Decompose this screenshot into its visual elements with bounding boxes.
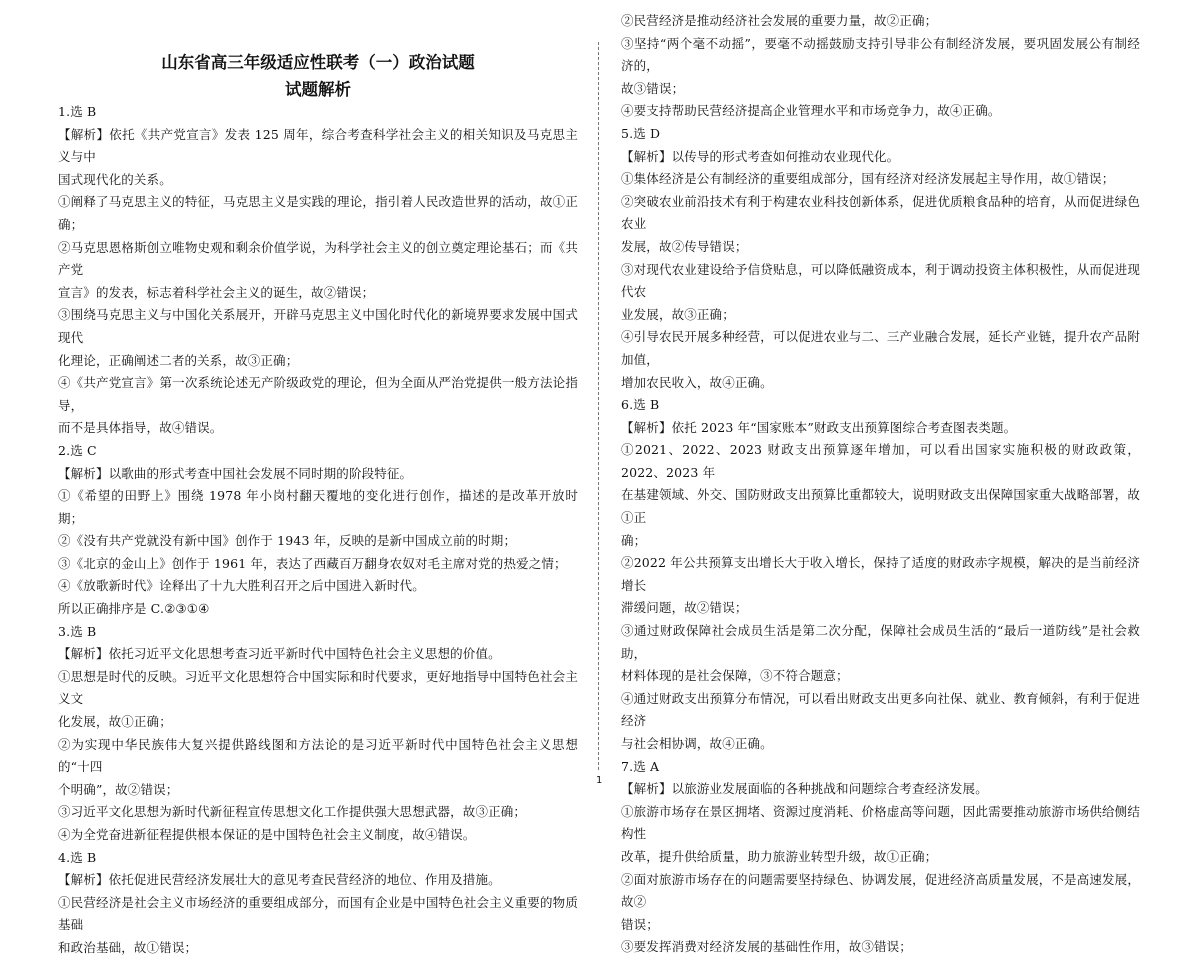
text-line: 滞缓问题，故②错误；: [621, 600, 748, 616]
text-line: ②突破农业前沿技术有利于构建农业科技创新体系，促进优质粮食品种的培育，从而促进绿色农业: [621, 193, 1140, 232]
left-column: [58, 101, 578, 955]
text-line: ①旅游市场存在景区拥堵、资源过度消耗、价格虚高等问题，因此需要推动旅游市场供给侧结构性: [621, 803, 1140, 842]
text-line: ③《北京的金山上》创作于 1961 年，表达了西藏百万翻身农奴对毛主席对党的热爱之情；: [58, 555, 567, 571]
text-line: 材料体现的是社会保障，③不符合题意；: [621, 668, 849, 684]
text-line: 增加农民收入，故④正确。: [621, 374, 773, 390]
text-line: ①集体经济是公有制经济的重要组成部分，国有经济对经济发展起主导作用，故①错误；: [621, 171, 1115, 187]
text-line: 【解析】依托促进民营经济发展壮大的意见考查民营经济的地位、作用及措施。: [58, 872, 501, 888]
text-line: ①《希望的田野上》围绕 1978 年小岗村翻天覆地的变化进行创作，描述的是改革开放时期；: [58, 488, 578, 526]
text-line: ③围绕马克思主义与中国化关系展开，开辟马克思主义中国化时代化的新境界要求发展中国式现代: [58, 307, 578, 345]
text-line: ③通过财政保障社会成员生活是第二次分配，保障社会成员生活的“最后一道防线”是社会救助，: [621, 623, 1140, 661]
text-line: 改革，提升供给质量，助力旅游业转型升级，故①正确；: [621, 848, 938, 864]
text-line: ④引导农民开展多种经营，可以促进农业与二、三产业融合发展，延长产业链，提升农产品附加值，: [621, 329, 1140, 367]
column-divider: [598, 42, 599, 770]
text-line: ④为全党奋进新征程提供根本保证的是中国特色社会主义制度，故④错误。: [58, 827, 476, 842]
text-line: 2.选 C: [58, 442, 97, 458]
text-line: ②为实现中华民族伟大复兴提供路线图和方法论的是习近平新时代中国特色社会主义思想的“十四: [58, 736, 578, 775]
text-line: 【解析】依托习近平文化思想考查习近平新时代中国特色社会主义思想的价值。: [58, 646, 501, 662]
text-line: ②《没有共产党就没有新中国》创作于 1943 年，反映的是新中国成立前的时期；: [58, 533, 517, 549]
text-line: 4.选 B: [58, 849, 97, 865]
text-line: 化理论，正确阐述二者的关系，故③正确；: [58, 352, 299, 368]
text-line: 所以正确排序是 C.②③①④: [58, 601, 210, 617]
text-line: 发展，故②传导错误；: [621, 238, 748, 254]
text-line: 国式现代化的关系。: [58, 171, 172, 187]
text-line: 个明确”，故②错误；: [58, 781, 179, 797]
text-line: ①民营经济是社会主义市场经济的重要组成部分，而国有企业是中国特色社会主义重要的物质基础: [58, 894, 578, 933]
text-line: 与社会相协调，故④正确。: [621, 736, 773, 751]
text-line: ③习近平文化思想为新时代新征程宣传思想文化工作提供强大思想武器，故③正确；: [58, 804, 527, 820]
text-line: ④《放歌新时代》诠释出了十九大胜利召开之后中国进入新时代。: [58, 578, 425, 594]
text-line: 【解析】依托 2023 年“国家账本”财政支出预算图综合考查图表类题。: [621, 419, 1017, 435]
page-number: 1: [596, 775, 603, 786]
text-line: 故③错误；: [621, 80, 685, 96]
text-line: 1.选 B: [58, 104, 97, 119]
text-line: 宣言》的发表，标志着科学社会主义的诞生，故②错误；: [58, 284, 375, 300]
text-line: 【解析】以旅游业发展面临的各种挑战和问题综合考查经济发展。: [621, 781, 988, 797]
text-line: ②民营经济是推动经济社会发展的重要力量，故②正确；: [621, 13, 938, 28]
text-line: 而不是具体指导，故④错误。: [58, 420, 223, 436]
text-line: 错误；: [621, 916, 659, 932]
text-line: ①思想是时代的反映。习近平文化思想符合中国实际和时代要求，更好地指导中国特色社会主义文: [58, 668, 578, 707]
text-line: 6.选 B: [621, 397, 660, 413]
text-line: 确；: [621, 532, 647, 548]
text-line: 【解析】以传导的形式考查如何推动农业现代化。: [621, 148, 900, 164]
text-line: ②面对旅游市场存在的问题需要坚持绿色、协调发展，促进经济高质量发展，不是高速发展，故②: [621, 871, 1140, 910]
right-column: [621, 10, 1140, 955]
text-line: 【解析】依托《共产党宣言》发表 125 周年，综合考查科学社会主义的相关知识及马克思主义与中: [58, 126, 578, 165]
text-line: 和政治基础，故①错误；: [58, 939, 198, 955]
text-line: 业发展，故③正确；: [621, 306, 735, 322]
text-line: ③对现代农业建设给予信贷贴息，可以降低融资成本，利于调动投资主体积极性，从而促进现代农: [621, 261, 1140, 300]
text-line: ④通过财政支出预算分布情况，可以看出财政支出更多向社保、就业、教育倾斜，有利于促进经济: [621, 690, 1140, 729]
text-line: ④《共产党宣言》第一次系统论述无产阶级政党的理论，但为全面从严治党提供一般方法论指导，: [58, 375, 578, 413]
text-line: ④要支持帮助民营经济提高企业管理水平和市场竞争力，故④正确。: [621, 103, 1001, 119]
text-line: ①阐释了马克思主义的特征，马克思主义是实践的理论，指引着人民改造世界的活动，故①正确；: [58, 194, 578, 232]
text-line: ①2021、2022、2023 财政支出预算逐年增加，可以看出国家实施积极的财政政策，2022、2023 年: [621, 442, 1140, 480]
document-title: 山东省高三年级适应性联考（一）政治试题: [161, 53, 475, 72]
text-line: 5.选 D: [621, 125, 661, 141]
text-line: 7.选 A: [621, 758, 660, 774]
text-line: ②马克思恩格斯创立唯物史观和剩余价值学说，为科学社会主义的创立奠定理论基石；而《共产党: [58, 239, 578, 278]
text-line: 在基建领域、外交、国防财政支出预算比重都较大，说明财政支出保障国家重大战略部署，故①正: [621, 487, 1140, 526]
text-line: 3.选 B: [58, 623, 97, 639]
document-subtitle: 试题解析: [285, 80, 351, 99]
text-line: ②2022 年公共预算支出增长大于收入增长，保持了适度的财政赤字规模，解决的是当前经济增长: [621, 555, 1140, 593]
text-line: ③坚持“两个毫不动摇”，要毫不动摇鼓励支持引导非公有制经济发展，要巩固发展公有制经济的，: [621, 35, 1140, 74]
text-line: ③要发挥消费对经济发展的基础性作用，故③错误；: [621, 939, 912, 955]
text-line: 化发展，故①正确；: [58, 714, 172, 730]
text-line: 【解析】以歌曲的形式考查中国社会发展不同时期的阶段特征。: [58, 465, 413, 481]
